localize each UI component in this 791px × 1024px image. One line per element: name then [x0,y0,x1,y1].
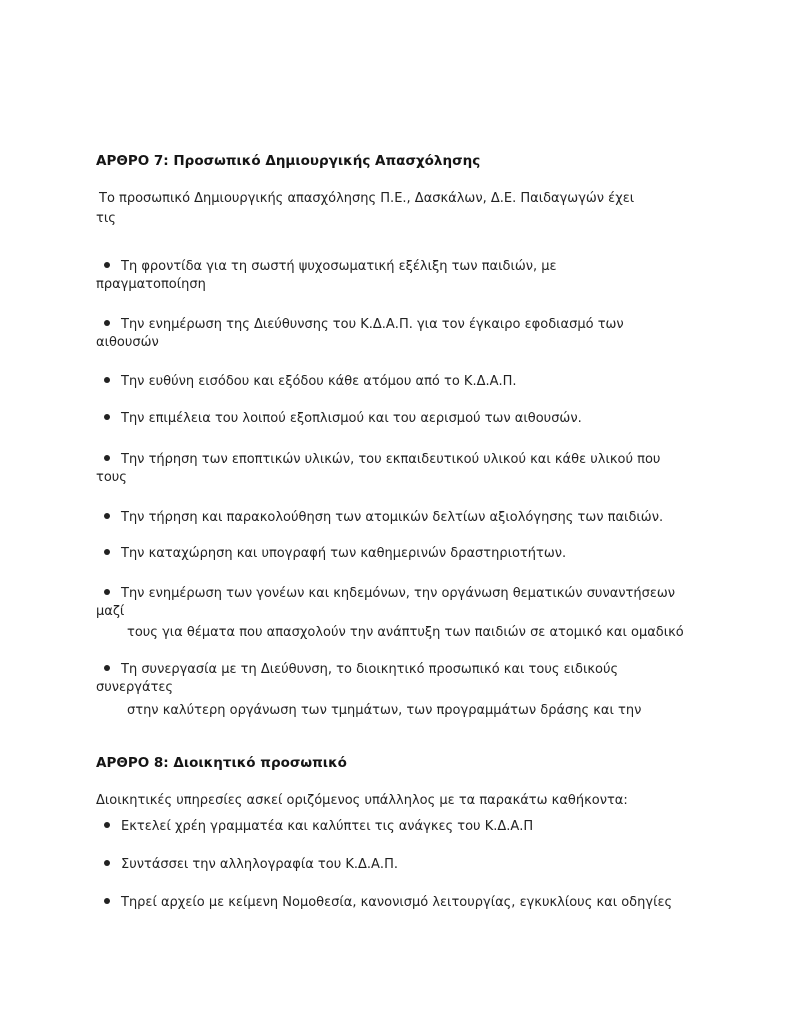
list-item-text: Συντάσσει την αλληλογραφία του Κ.Δ.Α.Π. [121,857,398,872]
bullet-icon [104,822,110,828]
list-item [104,410,582,428]
list-item [104,545,566,563]
list-item [104,818,533,836]
list-item [104,661,618,679]
list-item-text: Την τήρηση και παρακολούθηση των ατομικών δελτίων αξιολόγησης των παιδιών. [121,510,664,525]
bullet-icon [104,589,110,595]
bullet-icon [104,320,110,326]
list-item-continuation: στην καλύτερη οργάνωση των τμημάτων, των προγραμμάτων δράσης και την [127,703,642,718]
bullet-icon [104,513,110,519]
list-item-text: Την ενημέρωση των γονέων και κηδεμόνων, την οργάνωση θεματικών συναντήσεων [121,586,676,601]
bullet-icon [104,455,110,461]
bullet-icon [104,860,110,866]
list-item-continuation: πραγματοποίηση [96,277,206,292]
list-item-text: Την τήρηση των εποπτικών υλικών, του εκπαιδευτικού υλικού και κάθε υλικού που [121,452,661,467]
list-item-text: Τη συνεργασία με τη Διεύθυνση, το διοικητικό προσωπικό και τους ειδικούς [121,662,619,677]
bullet-icon [104,898,110,904]
list-item-continuation: τους [96,470,127,485]
list-item-text: Την ενημέρωση της Διεύθυνσης του Κ.Δ.Α.Π. για τον έγκαιρο εφοδιασμό των [121,317,624,332]
list-item [104,258,557,276]
list-item [104,316,624,334]
list-item-continuation: συνεργάτες [96,680,174,695]
list-item-text: Τη φροντίδα για τη σωστή ψυχοσωματική εξέλιξη των παιδιών, με [121,259,557,274]
list-item-text: Την επιμέλεια του λοιπού εξοπλισμού και του αερισμού των αιθουσών. [121,411,582,426]
list-item-continuation: μαζί [96,604,125,619]
list-item [104,373,517,391]
article-7-heading: ΑΡΘΡΟ 7: Προσωπικό Δημιουργικής Απασχόλησης [96,153,481,169]
list-item-text: Εκτελεί χρέη γραμματέα και καλύπτει τις ανάγκες του Κ.Δ.Α.Π [121,819,534,834]
article-8-heading: ΑΡΘΡΟ 8: Διοικητικό προσωπικό [96,755,347,771]
list-item-continuation: τους για θέματα που απασχολούν την ανάπτυξη των παιδιών σε ατομικό και ομαδικό [127,625,684,640]
bullet-icon [104,262,110,268]
list-item [104,585,675,603]
bullet-icon [104,549,110,555]
list-item-continuation: αιθουσών [96,335,159,350]
article-7-intro-line-2: τις [96,211,116,226]
list-item [104,509,663,527]
article-7-intro-line-1: Το προσωπικό Δημιουργικής απασχόλησης Π.Ε., Δασκάλων, Δ.Ε. Παιδαγωγών έχει [99,191,635,206]
list-item-text: Την καταχώρηση και υπογραφή των καθημερινών δραστηριοτήτων. [121,546,567,561]
list-item [104,856,398,874]
list-item [104,451,660,469]
bullet-icon [104,377,110,383]
bullet-icon [104,665,110,671]
list-item-text: Τηρεί αρχείο με κείμενη Νομοθεσία, κανονισμό λειτουργίας, εγκυκλίους και οδηγίες [121,895,673,910]
bullet-icon [104,414,110,420]
list-item-text: Την ευθύνη εισόδου και εξόδου κάθε ατόμου από το Κ.Δ.Α.Π. [121,374,517,389]
article-8-intro: Διοικητικές υπηρεσίες ασκεί οριζόμενος υπάλληλος με τα παρακάτω καθήκοντα: [96,793,628,808]
list-item [104,894,672,912]
